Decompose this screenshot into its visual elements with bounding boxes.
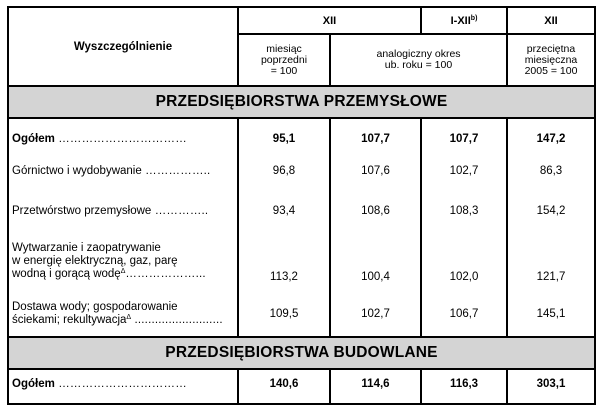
row-label-line: Dostawa wody; gospodarowanie — [12, 300, 178, 313]
row-label-line: w energię elektryczną, gaz, parę — [12, 254, 178, 267]
row-label-dots: …………………………… — [54, 132, 187, 145]
header-sub-line: = 100 — [270, 64, 298, 77]
header-sub-line: przeciętna — [526, 42, 576, 55]
row-label-text: Ogółem — [12, 378, 55, 390]
row-label-line: wodną i gorącą wodę — [12, 267, 121, 280]
footnote-b-marker: b) — [470, 14, 478, 22]
row-label — [8, 291, 238, 337]
row-label-dots: .......................... — [131, 313, 223, 326]
value-cell: 96,8 — [238, 151, 330, 191]
table-row — [8, 378, 595, 404]
data-table — [7, 6, 596, 405]
value-cell: 140,6 — [238, 378, 330, 404]
value-cell: 86,3 — [507, 151, 595, 191]
header-sub-line: miesiąc — [266, 42, 302, 55]
header-col-i-xii — [421, 7, 507, 34]
row-label-dots: ………….. — [151, 204, 209, 217]
value-cell: 114,6 — [330, 378, 421, 404]
header-sub-line: analogiczny okres — [376, 48, 461, 60]
value-cell: 303,1 — [507, 378, 595, 404]
header-sub-prev-month — [238, 34, 330, 86]
header-sub-line: ub. roku = 100 — [384, 59, 453, 71]
value-cell: 107,6 — [330, 151, 421, 191]
row-label-text: Górnictwo i wydobywanie — [12, 164, 142, 177]
value-cell: 107,7 — [421, 127, 507, 151]
footnote-delta-marker: Δ — [126, 313, 132, 321]
row-label-text: Ogółem — [12, 132, 55, 145]
row-label-dots: …………….. — [141, 164, 211, 177]
value-cell: 108,6 — [330, 191, 421, 231]
header-sub-line: poprzedni — [260, 53, 308, 66]
table-row — [8, 151, 595, 191]
row-label — [8, 151, 238, 191]
row-label-text: Przetwórstwo przemysłowe — [12, 204, 152, 217]
header-row-label: Wyszczególnienie — [8, 7, 238, 86]
row-label — [8, 127, 238, 151]
section-title-construction: PRZEDSIĘBIORSTWA BUDOWLANE — [8, 337, 595, 369]
header-sub-line: 2005 = 100 — [524, 64, 578, 77]
value-cell: 154,2 — [507, 191, 595, 231]
value-cell: 108,3 — [421, 191, 507, 231]
value-cell: 147,2 — [507, 127, 595, 151]
value-cell: 95,1 — [238, 127, 330, 151]
table-row — [8, 127, 595, 151]
header-sub-same-period — [330, 34, 507, 86]
value-cell: 113,2 — [238, 231, 330, 291]
value-cell: 93,4 — [238, 191, 330, 231]
value-cell: 109,5 — [238, 291, 330, 337]
value-cell: 102,7 — [330, 291, 421, 337]
table-row — [8, 291, 595, 337]
footnote-delta-marker: Δ — [120, 267, 126, 275]
row-label — [8, 231, 238, 291]
section-title-industrial: PRZEDSIĘBIORSTWA PRZEMYSŁOWE — [8, 86, 595, 118]
row-label — [8, 378, 238, 404]
value-cell: 100,4 — [330, 231, 421, 291]
header-col-xii-avg: XII — [507, 7, 595, 34]
header-col-xii: XII — [238, 7, 421, 34]
value-cell: 121,7 — [507, 231, 595, 291]
header-sub-line: miesięczna — [524, 53, 578, 66]
row-label-line: Wytwarzanie i zaopatrywanie — [12, 241, 161, 254]
value-cell: 102,0 — [421, 231, 507, 291]
header-sub-avg-monthly — [507, 34, 595, 86]
value-cell: 102,7 — [421, 151, 507, 191]
table-row — [8, 231, 595, 291]
row-label-line: ściekami; rekultywacja — [12, 313, 127, 326]
value-cell: 145,1 — [507, 291, 595, 337]
value-cell: 107,7 — [330, 127, 421, 151]
row-label — [8, 191, 238, 231]
table-row — [8, 191, 595, 231]
value-cell: 106,7 — [421, 291, 507, 337]
row-label-dots: ………………... — [125, 267, 206, 280]
row-label-dots: …………………………… — [54, 378, 187, 390]
value-cell: 116,3 — [421, 378, 507, 404]
header-col-i-xii-label: I-XII — [450, 14, 471, 27]
